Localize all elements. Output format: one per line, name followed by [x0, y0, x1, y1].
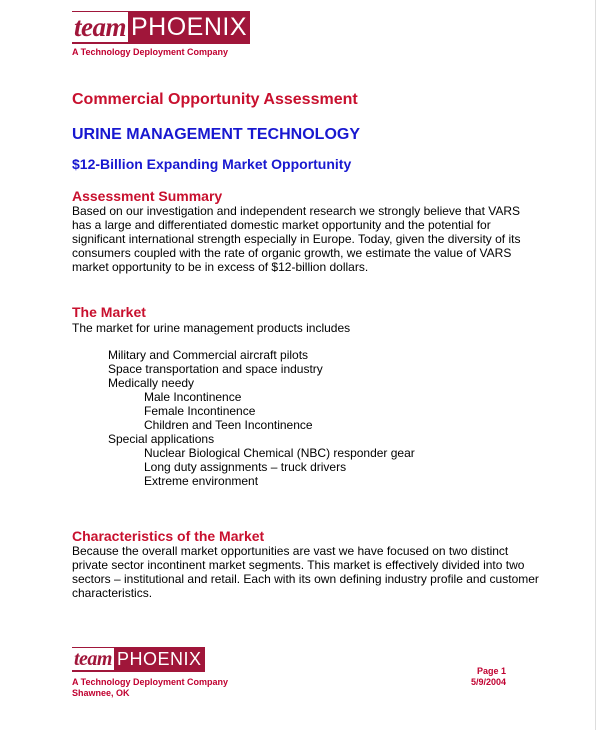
assessment-summary-text — [72, 204, 552, 274]
list-item: Medically needy — [108, 376, 195, 390]
logo-team-text: team — [74, 648, 112, 670]
logo-team-text: team — [74, 12, 126, 42]
text-line: Because the overall market opportunities are vast we have focused on two distinct — [72, 544, 509, 558]
text-line: consumers coupled with the rate of organic growth, we estimate the value of VARS — [72, 246, 512, 260]
footer-date: 5/9/2004 — [470, 677, 506, 687]
text-line: characteristics. — [72, 586, 153, 600]
footer-logo — [72, 647, 205, 672]
list-item: Male Incontinence — [144, 390, 242, 404]
list-item: Extreme environment — [144, 474, 259, 488]
list-item: Long duty assignments – truck drivers — [144, 460, 347, 474]
list-item: Children and Teen Incontinence — [144, 418, 313, 432]
document-title: Commercial Opportunity Assessment — [72, 91, 358, 108]
text-line: sectors – institutional and retail. Each with its own defining industry profile and customer — [72, 572, 539, 586]
characteristics-heading: Characteristics of the Market — [72, 528, 265, 544]
text-line: Based on our investigation and independent research we strongly believe that VARS — [72, 204, 521, 218]
characteristics-text — [72, 544, 572, 600]
market-heading: The Market — [72, 304, 146, 320]
team-phoenix-logo — [72, 11, 250, 44]
document-subheading: $12-Billion Expanding Market Opportunity — [72, 156, 352, 172]
text-line: significant international strength especially in Europe. Today, given the diversity of its — [72, 232, 521, 246]
list-item: Space transportation and space industry — [108, 362, 323, 376]
market-intro: The market for urine management products includes — [72, 321, 351, 335]
list-item: Military and Commercial aircraft pilots — [108, 348, 309, 362]
logo-phoenix-text: PHOENIX — [114, 648, 205, 670]
footer-location: Shawnee, OK — [72, 688, 130, 698]
document-subtitle: URINE MANAGEMENT TECHNOLOGY — [72, 126, 360, 143]
text-line: market opportunity to be in excess of $12-billion dollars. — [72, 260, 369, 274]
assessment-summary-heading: Assessment Summary — [72, 188, 223, 204]
list-item: Female Incontinence — [144, 404, 256, 418]
list-item: Nuclear Biological Chemical (NBC) responder gear — [144, 446, 415, 460]
header-tagline: A Technology Deployment Company — [72, 47, 229, 57]
logo-phoenix-text: PHOENIX — [128, 12, 250, 42]
market-list — [0, 348, 600, 488]
footer-tagline: A Technology Deployment Company — [72, 677, 229, 687]
list-item: Special applications — [108, 432, 215, 446]
text-line: has a large and differentiated domestic market opportunity and the potential for — [72, 218, 491, 232]
page-number: Page 1 — [476, 666, 506, 676]
text-line: private sector incontinent market segments. This market is effectively divided into two — [72, 558, 525, 572]
